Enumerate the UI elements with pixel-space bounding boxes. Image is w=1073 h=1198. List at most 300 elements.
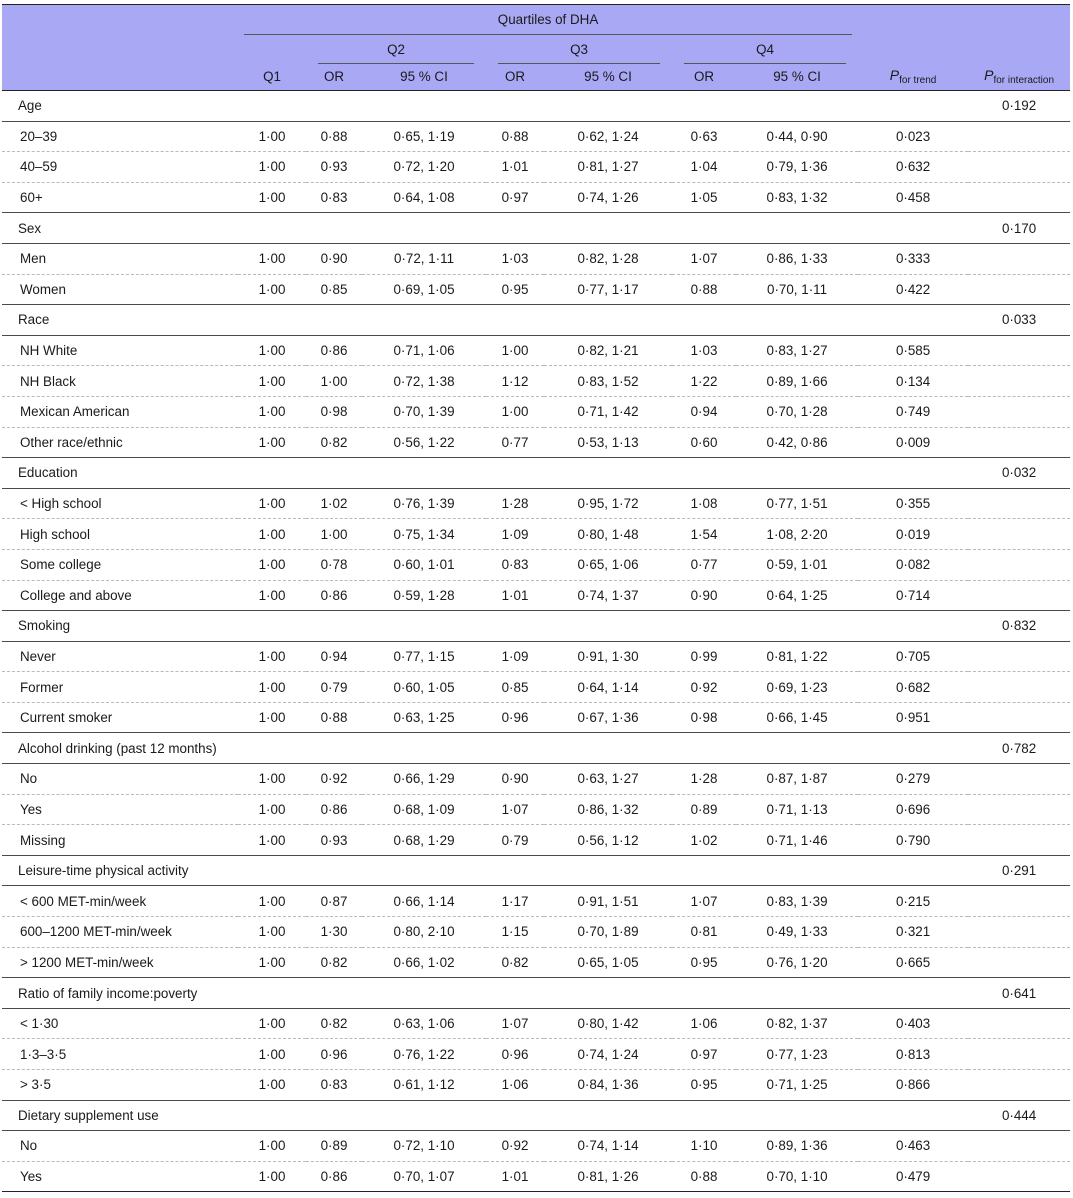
q4-or: 0·92: [672, 672, 736, 703]
q4-ci: 0·87, 1·87: [736, 764, 858, 795]
q4-or: 0·81: [672, 917, 736, 948]
q4-ci: 0·77, 1·51: [736, 488, 858, 519]
header-q1: Q1: [238, 64, 306, 91]
p-interaction-empty: [968, 243, 1070, 274]
p-trend: 0·403: [858, 1008, 968, 1039]
p-trend: 0·705: [858, 641, 968, 672]
q1-value: 1·00: [238, 243, 306, 274]
q1-value: 1·00: [238, 1131, 306, 1162]
q3-or: 0·83: [486, 549, 544, 580]
row-label: 600–1200 MET-min/week: [2, 917, 238, 948]
q4-ci: 0·83, 1·27: [736, 335, 858, 366]
q2-or: 0·86: [306, 794, 362, 825]
q3-or: 1·06: [486, 1070, 544, 1101]
row-label: Missing: [2, 825, 238, 856]
header-q2: Q2: [306, 35, 486, 64]
q3-or: 1·17: [486, 886, 544, 917]
q2-or: 0·85: [306, 274, 362, 305]
q1-value: 1·00: [238, 580, 306, 611]
q4-or: 1·54: [672, 519, 736, 550]
header-blank: [2, 64, 238, 91]
q2-or: 0·88: [306, 702, 362, 733]
p-trend: 0·696: [858, 794, 968, 825]
q2-ci: 0·65, 1·19: [362, 121, 486, 152]
q4-or: 1·02: [672, 825, 736, 856]
p-interaction-empty: [968, 1008, 1070, 1039]
p-interaction-empty: [968, 702, 1070, 733]
p-trend: 0·134: [858, 366, 968, 397]
table-row: [2, 672, 1070, 703]
q3-or: 1·09: [486, 519, 544, 550]
q2-ci: 0·60, 1·05: [362, 672, 486, 703]
q3-ci: 0·82, 1·28: [544, 243, 672, 274]
group-label: Race: [2, 305, 968, 336]
q4-or: 0·94: [672, 396, 736, 427]
q2-or: 1·02: [306, 488, 362, 519]
q3-ci: 0·64, 1·14: [544, 672, 672, 703]
q2-ci: 0·63, 1·25: [362, 702, 486, 733]
p-trend: 0·682: [858, 672, 968, 703]
p-interaction-value: 0·192: [968, 91, 1070, 122]
table-row: [2, 549, 1070, 580]
group-label: Education: [2, 458, 968, 489]
q2-or: 0·86: [306, 580, 362, 611]
p-interaction-empty: [968, 947, 1070, 978]
q2-ci: 0·60, 1·01: [362, 549, 486, 580]
p-trend: 0·790: [858, 825, 968, 856]
row-label: 20–39: [2, 121, 238, 152]
table-row: [2, 335, 1070, 366]
q2-or: 0·82: [306, 1008, 362, 1039]
p-interaction-empty: [968, 764, 1070, 795]
q3-ci: 0·74, 1·14: [544, 1131, 672, 1162]
q3-or: 1·00: [486, 396, 544, 427]
q2-or: 0·93: [306, 825, 362, 856]
q2-ci: 0·69, 1·05: [362, 274, 486, 305]
table-row: [2, 396, 1070, 427]
q3-ci: 0·80, 1·42: [544, 1008, 672, 1039]
q3-ci: 0·91, 1·30: [544, 641, 672, 672]
q4-or: 0·99: [672, 641, 736, 672]
row-label: No: [2, 764, 238, 795]
q4-ci: 0·42, 0·86: [736, 427, 858, 458]
q2-or: 0·83: [306, 1070, 362, 1101]
header-blank: [238, 35, 306, 64]
q1-value: 1·00: [238, 1008, 306, 1039]
header-q3: Q3: [486, 35, 672, 64]
q2-ci: 0·72, 1·20: [362, 152, 486, 183]
group-row: [2, 611, 1070, 642]
p-trend: 0·215: [858, 886, 968, 917]
p-trend: 0·463: [858, 1131, 968, 1162]
q4-or: 1·06: [672, 1008, 736, 1039]
q3-or: 0·79: [486, 825, 544, 856]
q3-ci: 0·81, 1·27: [544, 152, 672, 183]
p-interaction-empty: [968, 917, 1070, 948]
group-row: [2, 855, 1070, 886]
q4-or: 1·07: [672, 886, 736, 917]
q2-ci: 0·68, 1·09: [362, 794, 486, 825]
q2-or: 0·93: [306, 152, 362, 183]
row-label: Never: [2, 641, 238, 672]
p-trend: 0·585: [858, 335, 968, 366]
q3-or: 1·12: [486, 366, 544, 397]
q3-or: 1·00: [486, 335, 544, 366]
header-p-interaction: [968, 64, 1070, 91]
group-label: Sex: [2, 213, 968, 244]
q3-or: 0·95: [486, 274, 544, 305]
p-trend: 0·009: [858, 427, 968, 458]
p-letter: P: [984, 67, 994, 84]
row-label: Other race/ethnic: [2, 427, 238, 458]
p-trend: 0·333: [858, 243, 968, 274]
p-interaction-value: 0·170: [968, 213, 1070, 244]
q2-ci: 0·64, 1·08: [362, 182, 486, 213]
q2-or: 0·86: [306, 335, 362, 366]
p-interaction-subscript: for interaction: [993, 75, 1055, 87]
row-label: NH Black: [2, 366, 238, 397]
q2-ci: 0·56, 1·22: [362, 427, 486, 458]
q4-or: 0·98: [672, 702, 736, 733]
q1-value: 1·00: [238, 182, 306, 213]
p-interaction-empty: [968, 1161, 1070, 1192]
header-q2-ci: 95 % CI: [362, 64, 486, 91]
q4-or: 1·10: [672, 1131, 736, 1162]
table-row: [2, 794, 1070, 825]
q2-ci: 0·68, 1·29: [362, 825, 486, 856]
q2-or: 0·86: [306, 1161, 362, 1192]
p-trend: 0·355: [858, 488, 968, 519]
q4-ci: 0·89, 1·66: [736, 366, 858, 397]
q1-value: 1·00: [238, 825, 306, 856]
table-row: [2, 243, 1070, 274]
q3-ci: 0·56, 1·12: [544, 825, 672, 856]
table-row: [2, 366, 1070, 397]
p-trend: 0·632: [858, 152, 968, 183]
q4-or: 0·90: [672, 580, 736, 611]
table-row: [2, 519, 1070, 550]
row-label: < 1·30: [2, 1008, 238, 1039]
header-q3-or: OR: [486, 64, 544, 91]
p-interaction-empty: [968, 1070, 1070, 1101]
header-blank: [858, 5, 968, 35]
q2-or: 0·87: [306, 886, 362, 917]
q1-value: 1·00: [238, 366, 306, 397]
q4-ci: 0·44, 0·90: [736, 121, 858, 152]
p-trend: 0·951: [858, 702, 968, 733]
q2-ci: 0·66, 1·29: [362, 764, 486, 795]
p-trend: 0·023: [858, 121, 968, 152]
row-label: 40–59: [2, 152, 238, 183]
table-row: [2, 488, 1070, 519]
row-label: College and above: [2, 580, 238, 611]
group-label: Alcohol drinking (past 12 months): [2, 733, 968, 764]
p-trend: 0·019: [858, 519, 968, 550]
q4-ci: 0·66, 1·45: [736, 702, 858, 733]
q4-ci: 0·59, 1·01: [736, 549, 858, 580]
q3-ci: 0·71, 1·42: [544, 396, 672, 427]
header-q4-or: OR: [672, 64, 736, 91]
q3-or: 0·97: [486, 182, 544, 213]
group-label: Dietary supplement use: [2, 1100, 968, 1131]
p-trend: 0·279: [858, 764, 968, 795]
q4-or: 1·05: [672, 182, 736, 213]
group-row: [2, 978, 1070, 1009]
p-interaction-empty: [968, 366, 1070, 397]
q3-ci: 0·91, 1·51: [544, 886, 672, 917]
table-row: [2, 641, 1070, 672]
q4-ci: 0·83, 1·39: [736, 886, 858, 917]
q2-or: 0·83: [306, 182, 362, 213]
p-trend: 0·813: [858, 1039, 968, 1070]
q3-ci: 0·86, 1·32: [544, 794, 672, 825]
q4-ci: 0·71, 1·25: [736, 1070, 858, 1101]
q4-or: 1·04: [672, 152, 736, 183]
p-interaction-empty: [968, 886, 1070, 917]
q4-ci: 0·77, 1·23: [736, 1039, 858, 1070]
p-trend: 0·458: [858, 182, 968, 213]
p-interaction-empty: [968, 580, 1070, 611]
q3-or: 0·85: [486, 672, 544, 703]
row-label: Current smoker: [2, 702, 238, 733]
row-label: Yes: [2, 1161, 238, 1192]
q4-ci: 0·71, 1·46: [736, 825, 858, 856]
table-row: [2, 702, 1070, 733]
p-interaction-empty: [968, 182, 1070, 213]
q3-or: 1·28: [486, 488, 544, 519]
q3-or: 1·01: [486, 580, 544, 611]
p-trend: 0·714: [858, 580, 968, 611]
q3-ci: 0·80, 1·48: [544, 519, 672, 550]
group-label: Ratio of family income:poverty: [2, 978, 968, 1009]
q4-ci: 1·08, 2·20: [736, 519, 858, 550]
q1-value: 1·00: [238, 886, 306, 917]
q4-or: 1·08: [672, 488, 736, 519]
header-q4-ci: 95 % CI: [736, 64, 858, 91]
q3-ci: 0·74, 1·26: [544, 182, 672, 213]
q4-or: 0·97: [672, 1039, 736, 1070]
row-label: Mexican American: [2, 396, 238, 427]
p-letter: P: [889, 67, 900, 84]
p-interaction-empty: [968, 488, 1070, 519]
table-row: [2, 274, 1070, 305]
row-label: Women: [2, 274, 238, 305]
q2-ci: 0·80, 2·10: [362, 917, 486, 948]
q2-ci: 0·76, 1·39: [362, 488, 486, 519]
q1-value: 1·00: [238, 917, 306, 948]
p-interaction-empty: [968, 549, 1070, 580]
p-interaction-value: 0·782: [968, 733, 1070, 764]
p-interaction-empty: [968, 335, 1070, 366]
p-interaction-empty: [968, 825, 1070, 856]
q2-or: 0·78: [306, 549, 362, 580]
q2-or: 0·89: [306, 1131, 362, 1162]
q4-ci: 0·70, 1·10: [736, 1161, 858, 1192]
table-row: [2, 152, 1070, 183]
table-row: [2, 1070, 1070, 1101]
q3-ci: 0·82, 1·21: [544, 335, 672, 366]
q1-value: 1·00: [238, 947, 306, 978]
q1-value: 1·00: [238, 335, 306, 366]
q4-or: 0·63: [672, 121, 736, 152]
group-label: Smoking: [2, 611, 968, 642]
q2-ci: 0·77, 1·15: [362, 641, 486, 672]
q4-or: 0·88: [672, 274, 736, 305]
p-interaction-empty: [968, 396, 1070, 427]
p-trend: 0·479: [858, 1161, 968, 1192]
table-row: [2, 427, 1070, 458]
q2-ci: 0·72, 1·10: [362, 1131, 486, 1162]
q4-or: 1·28: [672, 764, 736, 795]
p-interaction-value: 0·832: [968, 611, 1070, 642]
q2-ci: 0·75, 1·34: [362, 519, 486, 550]
p-interaction-empty: [968, 519, 1070, 550]
q3-ci: 0·81, 1·26: [544, 1161, 672, 1192]
header-blank: [968, 5, 1070, 35]
table-row: [2, 1131, 1070, 1162]
q3-or: 1·07: [486, 794, 544, 825]
table-row: [2, 1008, 1070, 1039]
q3-ci: 0·65, 1·05: [544, 947, 672, 978]
p-interaction-empty: [968, 794, 1070, 825]
q1-value: 1·00: [238, 702, 306, 733]
row-label: 60+: [2, 182, 238, 213]
row-label: NH White: [2, 335, 238, 366]
table-row: [2, 947, 1070, 978]
row-label: Some college: [2, 549, 238, 580]
q3-or: 1·01: [486, 152, 544, 183]
header-spanner: Quartiles of DHA: [238, 5, 858, 35]
p-interaction-value: 0·641: [968, 978, 1070, 1009]
p-interaction-value: 0·291: [968, 855, 1070, 886]
q2-or: 0·79: [306, 672, 362, 703]
row-label: Yes: [2, 794, 238, 825]
table-row: [2, 917, 1070, 948]
q2-ci: 0·70, 1·07: [362, 1161, 486, 1192]
header-blank: [858, 35, 968, 64]
q3-or: 1·01: [486, 1161, 544, 1192]
q1-value: 1·00: [238, 519, 306, 550]
q4-ci: 0·83, 1·32: [736, 182, 858, 213]
subgroup-odds-ratio-table: [2, 4, 1070, 1192]
row-label: Former: [2, 672, 238, 703]
p-interaction-empty: [968, 427, 1070, 458]
q4-or: 1·07: [672, 243, 736, 274]
q2-or: 0·94: [306, 641, 362, 672]
table-row: [2, 182, 1070, 213]
q4-ci: 0·71, 1·13: [736, 794, 858, 825]
q2-or: 0·96: [306, 1039, 362, 1070]
q4-ci: 0·70, 1·11: [736, 274, 858, 305]
q2-ci: 0·66, 1·14: [362, 886, 486, 917]
p-trend-subscript: for trend: [899, 75, 937, 87]
p-interaction-empty: [968, 1131, 1070, 1162]
q3-ci: 0·65, 1·06: [544, 549, 672, 580]
q4-ci: 0·82, 1·37: [736, 1008, 858, 1039]
q3-or: 0·90: [486, 764, 544, 795]
q3-ci: 0·70, 1·89: [544, 917, 672, 948]
q1-value: 1·00: [238, 1039, 306, 1070]
q3-ci: 0·83, 1·52: [544, 366, 672, 397]
group-row: [2, 213, 1070, 244]
q2-or: 0·88: [306, 121, 362, 152]
q1-value: 1·00: [238, 152, 306, 183]
q1-value: 1·00: [238, 274, 306, 305]
table-row: [2, 580, 1070, 611]
q4-ci: 0·89, 1·36: [736, 1131, 858, 1162]
p-trend: 0·082: [858, 549, 968, 580]
q3-ci: 0·77, 1·17: [544, 274, 672, 305]
q3-or: 1·15: [486, 917, 544, 948]
q3-ci: 0·67, 1·36: [544, 702, 672, 733]
q1-value: 1·00: [238, 794, 306, 825]
q3-ci: 0·74, 1·37: [544, 580, 672, 611]
row-label: > 3·5: [2, 1070, 238, 1101]
q3-ci: 0·53, 1·13: [544, 427, 672, 458]
q4-or: 0·60: [672, 427, 736, 458]
q3-or: 1·07: [486, 1008, 544, 1039]
q1-value: 1·00: [238, 549, 306, 580]
p-interaction-empty: [968, 1039, 1070, 1070]
row-label: No: [2, 1131, 238, 1162]
q2-or: 0·98: [306, 396, 362, 427]
p-trend: 0·749: [858, 396, 968, 427]
p-interaction-empty: [968, 274, 1070, 305]
q3-or: 1·09: [486, 641, 544, 672]
q4-ci: 0·64, 1·25: [736, 580, 858, 611]
row-label: < 600 MET-min/week: [2, 886, 238, 917]
q2-or: 1·00: [306, 519, 362, 550]
q3-ci: 0·63, 1·27: [544, 764, 672, 795]
q2-ci: 0·72, 1·11: [362, 243, 486, 274]
q1-value: 1·00: [238, 641, 306, 672]
q2-ci: 0·70, 1·39: [362, 396, 486, 427]
row-label: 1·3–3·5: [2, 1039, 238, 1070]
q2-ci: 0·76, 1·22: [362, 1039, 486, 1070]
table-row: [2, 1161, 1070, 1192]
q4-or: 1·03: [672, 335, 736, 366]
header-blank: [2, 5, 238, 35]
q4-ci: 0·81, 1·22: [736, 641, 858, 672]
q1-value: 1·00: [238, 488, 306, 519]
q2-ci: 0·63, 1·06: [362, 1008, 486, 1039]
q3-or: 0·96: [486, 1039, 544, 1070]
table-header: [2, 5, 1070, 91]
q3-ci: 0·84, 1·36: [544, 1070, 672, 1101]
q4-or: 0·77: [672, 549, 736, 580]
header-q3-ci: 95 % CI: [544, 64, 672, 91]
q2-ci: 0·66, 1·02: [362, 947, 486, 978]
q4-ci: 0·79, 1·36: [736, 152, 858, 183]
p-interaction-empty: [968, 152, 1070, 183]
p-interaction-value: 0·032: [968, 458, 1070, 489]
p-interaction-value: 0·444: [968, 1100, 1070, 1131]
table-row: [2, 1039, 1070, 1070]
q2-ci: 0·59, 1·28: [362, 580, 486, 611]
header-q2-or: OR: [306, 64, 362, 91]
p-interaction-empty: [968, 121, 1070, 152]
group-row: [2, 458, 1070, 489]
q3-ci: 0·95, 1·72: [544, 488, 672, 519]
q3-or: 1·03: [486, 243, 544, 274]
q1-value: 1·00: [238, 396, 306, 427]
p-trend: 0·321: [858, 917, 968, 948]
p-interaction-empty: [968, 672, 1070, 703]
group-row: [2, 305, 1070, 336]
q3-or: 0·88: [486, 121, 544, 152]
q1-value: 1·00: [238, 672, 306, 703]
p-trend: 0·866: [858, 1070, 968, 1101]
